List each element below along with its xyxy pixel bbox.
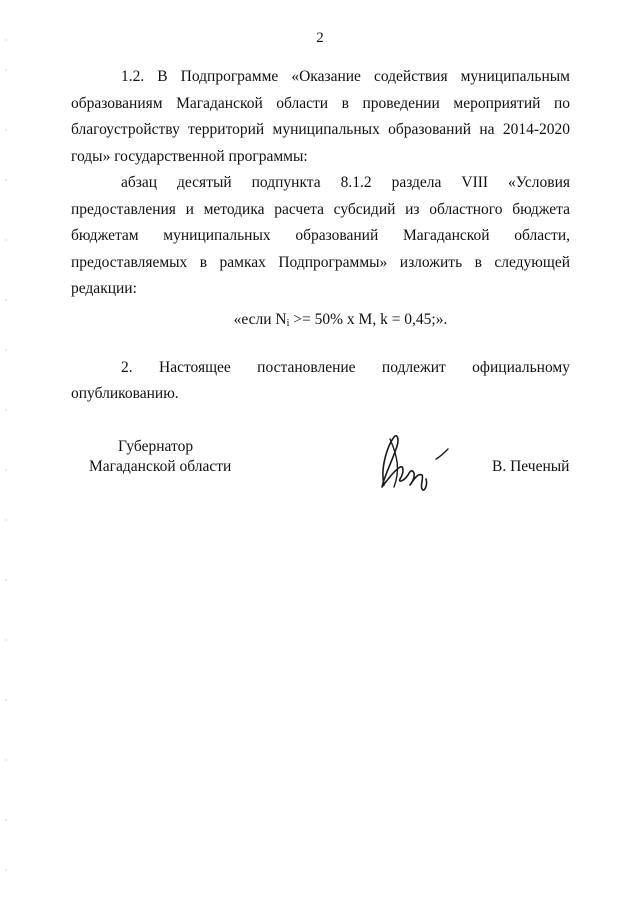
- document-body: [71, 64, 570, 408]
- handwritten-signature-icon: [370, 427, 460, 497]
- formula-subscript: i: [286, 317, 290, 329]
- signatory-region: Магаданской области: [89, 458, 232, 475]
- signature-block: [0, 437, 640, 517]
- formula-line: [71, 307, 570, 337]
- formula-suffix: >= 50% x M, k = 0,45;».: [289, 310, 448, 328]
- signatory-name: В. Печеный: [492, 458, 570, 475]
- paragraph-publication: 2. Настоящее постановление подлежит официальному опубликованию.: [71, 358, 570, 402]
- spacer: [71, 337, 570, 355]
- signatory-title: Губернатор: [118, 438, 194, 455]
- paragraph-amendment-detail: абзац десятый подпункта 8.1.2 раздела VIII «Условия предоставления и методика расчета субсидий из областного бюджета бюджетам муниципальных образований Магаданской области, предоставляемых в рамках Подпрограммы» изложить в следующей редакции:: [71, 174, 570, 297]
- page-number: 2: [316, 30, 324, 46]
- paragraph-amendment-intro: 1.2. В Подпрограмме «Оказание содействия муниципальным образованиям Магаданской области в проведении мероприятий по благоустройству территорий муниципальных образований на 2014-2020 годы» государственной программы:: [71, 68, 570, 165]
- formula-prefix: «если N: [233, 310, 287, 328]
- margin-scan-marks: [3, 0, 9, 905]
